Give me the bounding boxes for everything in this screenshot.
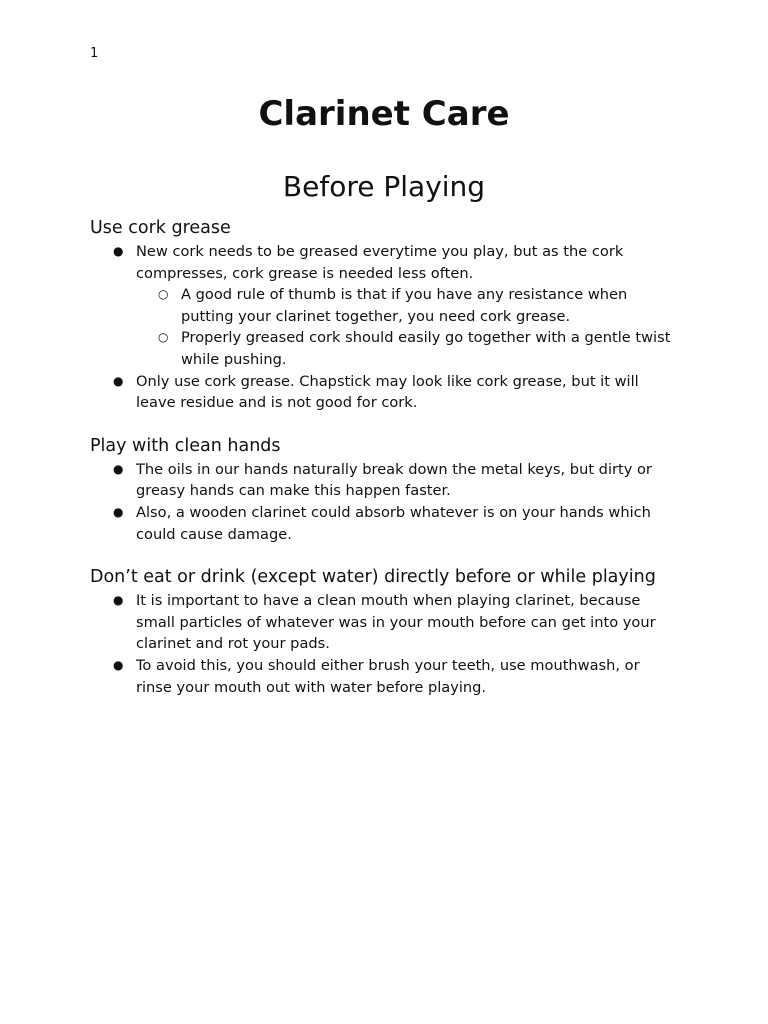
page-number: 1 — [90, 46, 99, 61]
list-item-text: To avoid this, you should either brush your teeth, use mouthwash, or rinse your mouth out with water before playing. — [136, 656, 640, 696]
hollow-bullet-icon: ○ — [158, 287, 169, 302]
bullet-list — [90, 241, 680, 414]
bullet-icon: ● — [113, 657, 124, 672]
list-item — [90, 459, 680, 502]
bullet-icon: ● — [113, 244, 124, 258]
list-item-text: New cork needs to be greased everytime you play, but as the cork compresses, cork grease is needed less often. — [136, 243, 624, 282]
list-item — [90, 590, 680, 655]
list-item — [90, 241, 680, 284]
bullet-icon: ● — [113, 461, 124, 476]
sub-list-container — [90, 284, 680, 370]
document-title: Clarinet Care — [258, 94, 510, 134]
list-item-text: Only use cork grease. Chapstick may look like cork grease, but it will leave residue and is not good for cork. — [136, 372, 639, 412]
list-item — [90, 502, 680, 545]
sub-list-item-text: Properly greased cork should easily go together with a gentle twist while pushing. — [181, 329, 671, 368]
sub-list-item — [90, 327, 680, 370]
section-cork-grease — [90, 216, 680, 414]
sub-list-item — [90, 284, 680, 327]
section-heading: Play with clean hands — [90, 435, 281, 456]
list-item-text: It is important to have a clean mouth when playing clarinet, because small particles of whatever was in your mouth before can get into your clarinet and rot your pads. — [136, 592, 656, 653]
sub-list-item-text: A good rule of thumb is that if you have any resistance when putting your clarinet together, you need cork grease. — [181, 286, 628, 325]
bullet-icon: ● — [113, 504, 124, 519]
hollow-bullet-icon: ○ — [158, 330, 169, 345]
section-clean-hands — [90, 434, 680, 545]
section-heading: Don’t eat or drink (except water) directly before or while playing — [90, 567, 656, 588]
document-subtitle: Before Playing — [282, 170, 486, 203]
list-item-text: The oils in our hands naturally break down the metal keys, but dirty or greasy hands can make this happen faster. — [136, 460, 652, 500]
bullet-list — [90, 590, 680, 698]
document-body — [90, 216, 680, 698]
bullet-icon: ● — [113, 373, 124, 388]
list-item — [90, 655, 680, 698]
bullet-icon: ● — [113, 593, 124, 608]
sub-bullet-list — [90, 284, 680, 370]
section-heading: Use cork grease — [90, 218, 231, 238]
bullet-list — [90, 459, 680, 545]
list-item-text: Also, a wooden clarinet could absorb whatever is on your hands which could cause damage. — [136, 503, 651, 543]
section-no-eating — [90, 565, 680, 698]
list-item — [90, 371, 680, 414]
